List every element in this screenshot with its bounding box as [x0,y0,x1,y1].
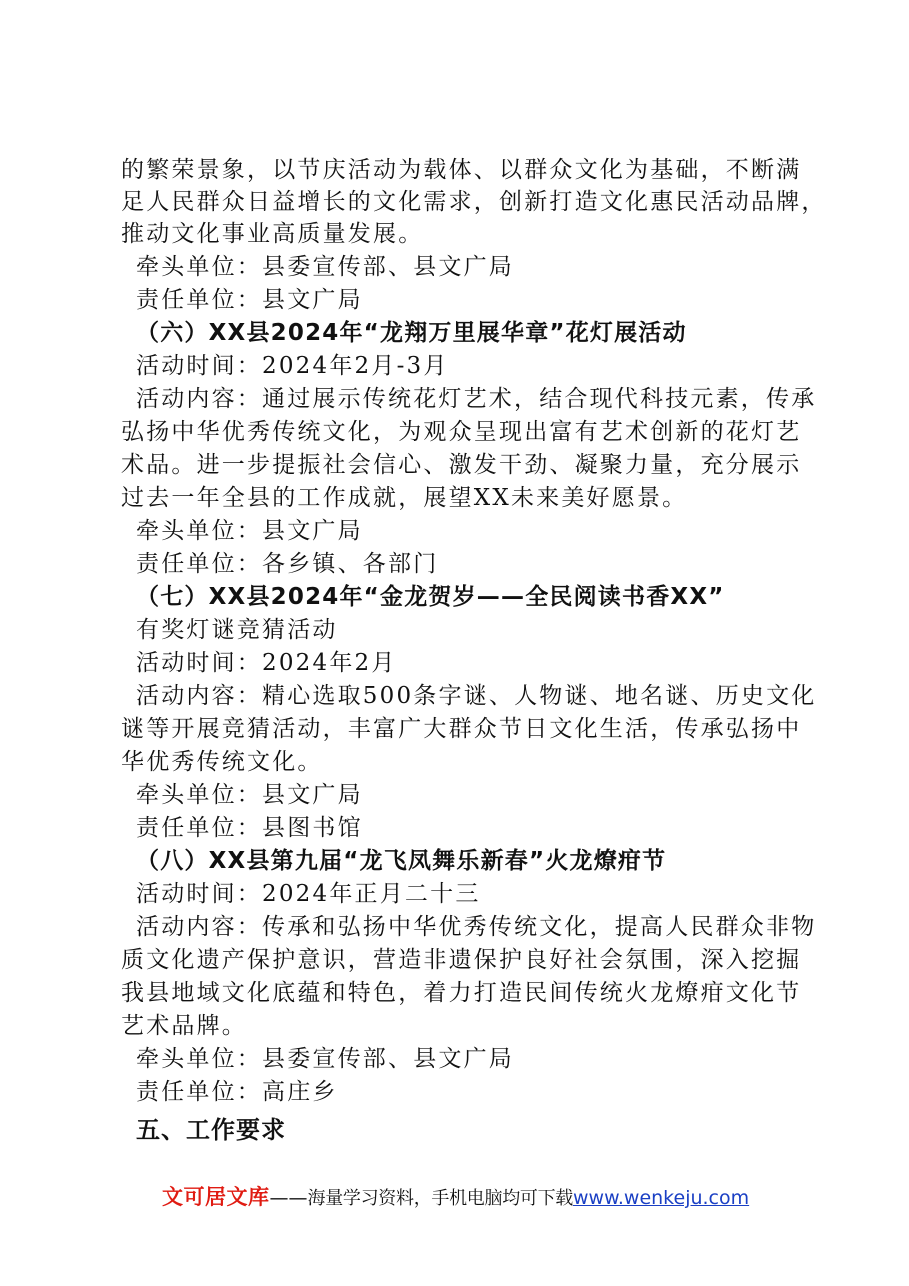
body-line: 我县地域文化底蕴和特色，着力打造民间传统火龙燎疳文化节 [121,980,802,1006]
responsible-unit-line: 责任单位：各乡镇、各部门 [136,551,439,577]
item-heading-7: （七）XX县2024年“金龙贺岁——全民阅读书香XX” [136,584,725,610]
responsible-unit-line: 责任单位：县图书馆 [136,815,363,841]
body-line: 谜等开展竞猜活动，丰富广大群众节日文化生活，传承弘扬中 [121,716,802,742]
activity-content-line: 活动内容：精心选取500条字谜、人物谜、地名谜、历史文化 [136,683,817,709]
body-line: 质文化遗产保护意识，营造非遗保护良好社会氛围，深入挖掘 [121,947,802,973]
item-heading-6: （六）XX县2024年“龙翔万里展华章”花灯展活动 [136,320,687,346]
footer-banner [162,1183,749,1211]
item-heading-8: （八）XX县第九届“龙飞凤舞乐新春”火龙燎疳节 [136,848,667,874]
activity-content-line: 活动内容：通过展示传统花灯艺术，结合现代科技元素，传承 [136,386,817,412]
item-heading-7-cont: 有奖灯谜竞猜活动 [136,617,338,643]
activity-time-line: 活动时间：2024年2月-3月 [136,353,449,379]
brand-name: 文可居文库 [162,1185,270,1209]
body-line: 弘扬中华优秀传统文化，为观众呈现出富有艺术创新的花灯艺 [121,419,802,445]
lead-unit-line: 牵头单位：县文广局 [136,518,363,544]
body-line: 推动文化事业高质量发展。 [121,221,424,247]
activity-content-line: 活动内容：传承和弘扬中华优秀传统文化，提高人民群众非物 [136,914,817,940]
lead-unit-line: 牵头单位：县文广局 [136,782,363,808]
body-line: 的繁荣景象，以节庆活动为载体、以群众文化为基础，不断满 [121,157,802,183]
responsible-unit-line: 责任单位：县文广局 [136,287,363,313]
activity-time-line: 活动时间：2024年2月 [136,650,397,676]
body-line: 术品。进一步提振社会信心、激发干劲、凝聚力量，充分展示 [121,452,802,478]
footer-description: 海量学习资料，手机电脑均可下载 [307,1188,573,1209]
body-line: 艺术品牌。 [121,1013,247,1039]
website-link[interactable]: www.wenkeju.com [573,1187,750,1209]
section-heading: 五、工作要求 [136,1116,286,1144]
footer-dash: —— [269,1187,308,1209]
responsible-unit-line: 责任单位：高庄乡 [136,1079,338,1105]
lead-unit-line: 牵头单位：县委宣传部、县文广局 [136,254,514,280]
body-line: 华优秀传统文化。 [121,749,323,775]
lead-unit-line: 牵头单位：县委宣传部、县文广局 [136,1046,514,1072]
activity-time-line: 活动时间：2024年正月二十三 [136,881,481,907]
body-line: 过去一年全县的工作成就，展望XX未来美好愿景。 [121,485,688,511]
body-line: 足人民群众日益增长的文化需求，创新打造文化惠民活动品牌， [121,189,827,215]
